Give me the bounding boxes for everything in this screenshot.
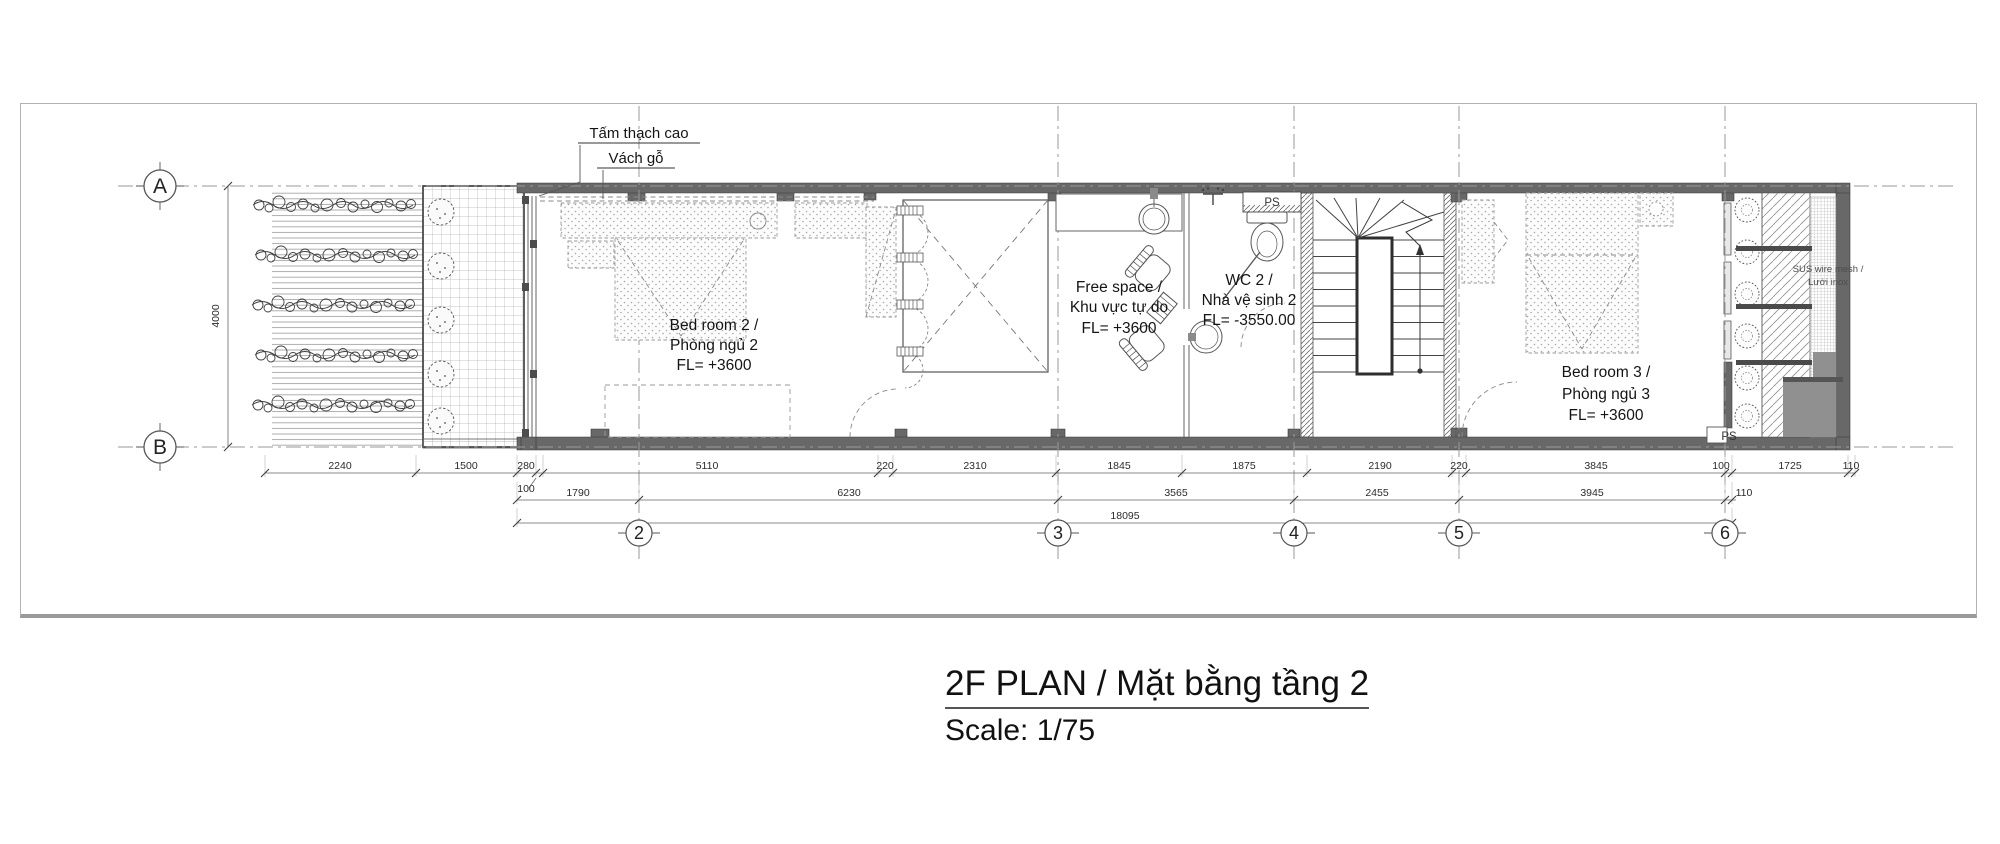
wc2-label-1: WC 2 / <box>1225 272 1273 289</box>
winder-treads <box>1316 198 1444 238</box>
sliding-door-left <box>524 196 536 437</box>
sink-icon <box>1139 204 1169 234</box>
grid-label-a: A <box>152 175 168 198</box>
grid-label-b: B <box>152 436 168 459</box>
toilet-icon <box>1251 223 1283 261</box>
bedroom3-label-1: Bed room 3 / <box>1561 364 1651 381</box>
dim-r1-7: 1845 <box>1107 460 1131 472</box>
dim-r1-12: 100 <box>1712 460 1730 472</box>
bedroom2-label-1: Bed room 2 / <box>669 317 759 334</box>
bed-3 <box>1526 193 1638 353</box>
dim-r2-2: 3565 <box>1164 487 1188 499</box>
plan-scale: Scale: 1/75 <box>945 714 1096 747</box>
bedroom3-label-3: FL= +3600 <box>1568 407 1644 424</box>
dim-r1-8: 1875 <box>1232 460 1256 472</box>
staircase <box>1313 198 1444 374</box>
plan-title: 2F PLAN / Mặt bằng tầng 2 <box>945 664 1369 709</box>
dim-r1-4: 5110 <box>695 460 719 472</box>
dim-r1-10: 220 <box>1450 460 1468 472</box>
door-swing-bedroom2 <box>850 389 898 437</box>
freespace-label-3: FL= +3600 <box>1081 320 1157 337</box>
grid-label-5: 5 <box>1453 523 1465 543</box>
dim-r2-1: 6230 <box>837 487 861 499</box>
wc-partition-wall <box>1184 193 1189 437</box>
stair-wall-left <box>1301 193 1313 437</box>
dim-r1-1: 1500 <box>454 460 478 472</box>
dim-r2-0: 1790 <box>566 487 590 499</box>
closet-void <box>897 200 1048 388</box>
wc2-label-2: Nhà vệ sinh 2 <box>1201 292 1297 309</box>
grid-label-2: 2 <box>633 523 645 543</box>
callout-wood-partition: Vách gỗ <box>608 150 664 167</box>
grid-label-4: 4 <box>1288 523 1300 543</box>
dim-r1-5: 220 <box>876 460 894 472</box>
bedroom2-label-2: Phòng ngủ 2 <box>670 337 758 354</box>
title-block <box>945 664 1369 748</box>
grid-label-6: 6 <box>1719 523 1731 543</box>
wire-mesh-label-2: Lưới inox <box>1807 277 1849 288</box>
dim-r1-2: 280 <box>517 460 535 472</box>
green-wall-garden <box>252 186 524 448</box>
stair-core <box>1357 238 1392 374</box>
lamp-icon <box>1649 202 1663 216</box>
grid-label-3: 3 <box>1052 523 1064 543</box>
ps-top-label: PS <box>1264 197 1280 209</box>
bedroom3-label-2: Phòng ngủ 3 <box>1562 386 1650 403</box>
side-table <box>568 241 614 268</box>
dim-vertical-4000: 4000 <box>210 304 222 328</box>
wood-partition-line <box>540 197 874 201</box>
door-swing-bedroom3 <box>1462 382 1517 437</box>
wardrobe-3 <box>1462 200 1494 283</box>
dim-r2-5: 110 <box>1735 487 1753 499</box>
wc2-label-3: FL= -3550.00 <box>1202 312 1296 329</box>
dim-r1-9: 2190 <box>1368 460 1392 472</box>
shower-icon <box>1203 194 1223 205</box>
ps-bottom-label: PS <box>1721 431 1737 443</box>
wire-mesh-label-1: SUS wire mesh / <box>1792 264 1864 275</box>
dim-r1-11: 3845 <box>1584 460 1608 472</box>
dim-r1-14: 110 <box>1842 460 1860 472</box>
freespace-label-2: Khu vực tự do <box>1069 299 1169 316</box>
dim-r1-3: 100 <box>517 483 535 495</box>
dim-r1-0: 2240 <box>328 460 352 472</box>
stair-wall-right <box>1444 193 1456 437</box>
dim-r1-13: 1725 <box>1778 460 1802 472</box>
dim-r1-6: 2310 <box>963 460 987 472</box>
toilet-tank <box>1247 212 1287 223</box>
callout-plaster-board: Tấm thạch cao <box>589 125 689 142</box>
dim-r2-3: 2455 <box>1365 487 1389 499</box>
rug <box>605 385 790 437</box>
freespace-label-1: Free space / <box>1075 279 1163 296</box>
bedroom2-label-3: FL= +3600 <box>676 357 752 374</box>
dim-r2-4: 3945 <box>1580 487 1604 499</box>
dim-total: 18095 <box>1110 510 1140 522</box>
